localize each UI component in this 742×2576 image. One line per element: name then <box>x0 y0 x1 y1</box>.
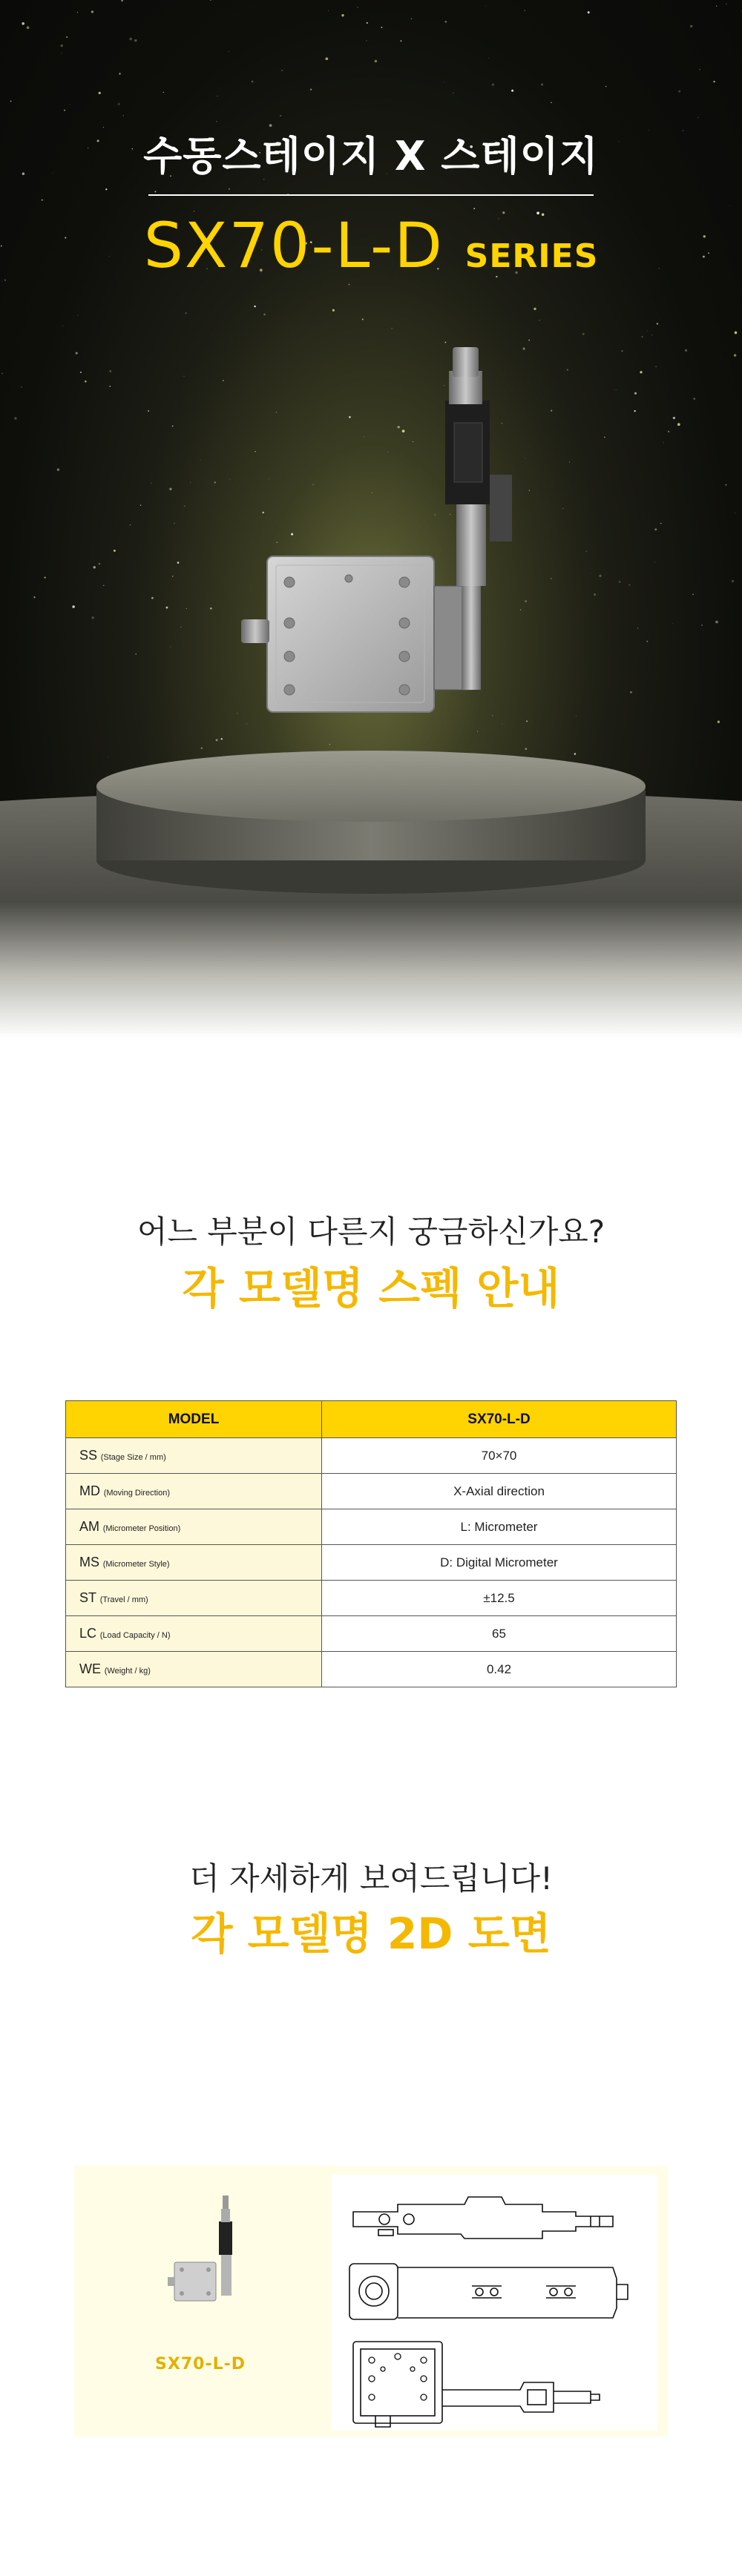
drawing-heading: 각 모델명 2D 도면 <box>191 1908 551 1959</box>
hero-model-text: SX70-L-D <box>143 209 444 282</box>
spec-sub: (Micrometer Style) <box>102 1560 170 1569</box>
spec-value: 65 <box>322 1616 677 1652</box>
table-row <box>66 1652 677 1687</box>
spec-sub: (Travel / mm) <box>99 1595 148 1604</box>
drawing-canvas <box>331 2175 657 2431</box>
spec-code: ST <box>79 1590 97 1605</box>
spec-label <box>66 1616 322 1652</box>
spec-table <box>65 1400 677 1687</box>
spec-question: 어느 부분이 다른지 궁금하신가요? <box>137 1213 605 1250</box>
spec-header-label: MODEL <box>66 1401 322 1438</box>
spec-code: MS <box>79 1555 99 1569</box>
spec-code: MD <box>79 1483 100 1498</box>
hero-banner <box>0 0 742 1038</box>
spec-label <box>66 1581 322 1616</box>
drawing-panel <box>74 2166 668 2437</box>
spec-table-header <box>66 1401 677 1438</box>
table-row <box>66 1616 677 1652</box>
hero-title: 수동스테이지 X 스테이지 <box>143 133 599 179</box>
spec-label <box>66 1509 322 1545</box>
hero-series-text: SERIES <box>464 237 599 275</box>
drawing-question: 더 자세하게 보여드립니다! <box>189 1860 553 1897</box>
spec-label <box>66 1652 322 1687</box>
spec-sub: (Weight / kg) <box>104 1667 151 1676</box>
spec-header-value: SX70-L-D <box>322 1401 677 1438</box>
spec-code: LC <box>79 1626 97 1641</box>
spec-label <box>66 1438 322 1474</box>
spec-sub: (Moving Direction) <box>103 1489 170 1498</box>
spec-code: AM <box>79 1519 99 1534</box>
spec-label <box>66 1474 322 1509</box>
spec-label <box>66 1545 322 1581</box>
spec-sub: (Stage Size / mm) <box>100 1453 166 1462</box>
table-row <box>66 1509 677 1545</box>
table-row <box>66 1438 677 1474</box>
spec-code: WE <box>79 1661 101 1676</box>
table-row <box>66 1474 677 1509</box>
hero-divider <box>148 194 594 196</box>
spec-value: 0.42 <box>322 1652 677 1687</box>
hero-model-name <box>0 209 742 282</box>
spec-value: L: Micrometer <box>322 1509 677 1545</box>
spec-value: X-Axial direction <box>322 1474 677 1509</box>
spec-value: D: Digital Micrometer <box>322 1545 677 1581</box>
spec-code: SS <box>79 1448 98 1463</box>
table-row <box>66 1545 677 1581</box>
table-row <box>66 1581 677 1616</box>
technical-drawing <box>331 2175 657 2431</box>
spec-value: 70×70 <box>322 1438 677 1474</box>
spec-value: ±12.5 <box>322 1581 677 1616</box>
spec-heading: 각 모델명 스펙 안내 <box>182 1263 560 1314</box>
spec-sub: (Load Capacity / N) <box>99 1631 171 1640</box>
spec-sub: (Micrometer Position) <box>102 1524 181 1533</box>
product-thumbnail-label: SX70-L-D <box>155 2355 246 2374</box>
